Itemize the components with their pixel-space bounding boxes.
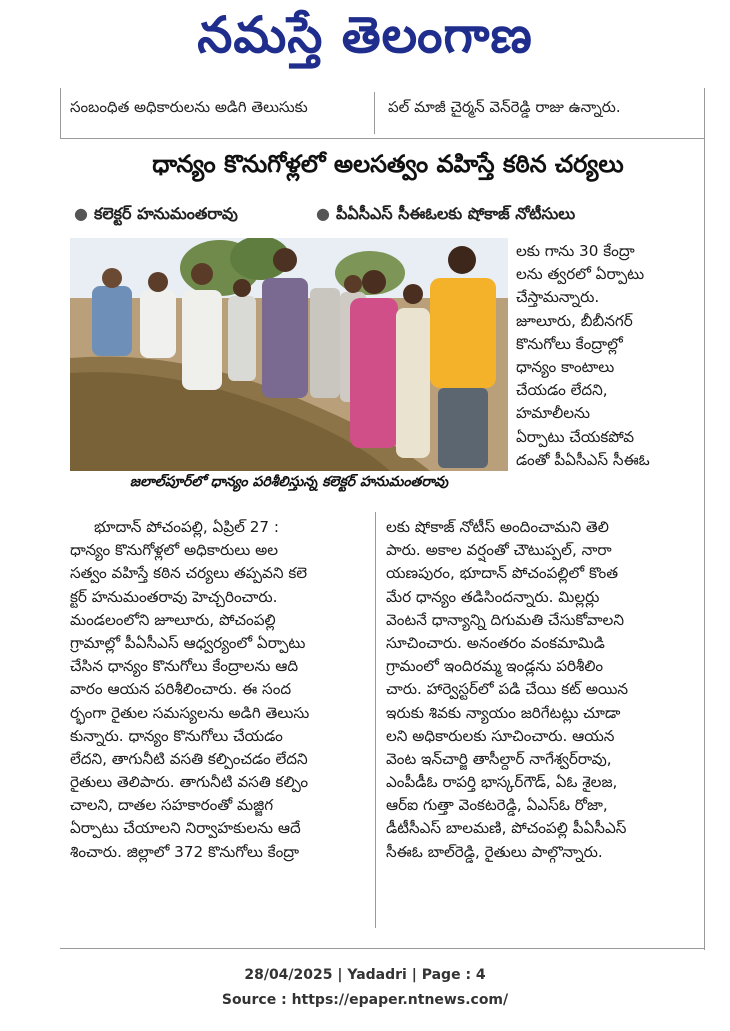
- right-line: సూచించారు. అనంతరం వంకమామిడి: [386, 633, 605, 652]
- bottom-border-rule: [60, 948, 704, 949]
- masthead-logo: నమస్తే తెలంగాణ: [197, 6, 533, 64]
- side-line: లకు గాను 30 కేంద్రా: [516, 242, 635, 260]
- side-line: చేయడం లేదని,: [516, 381, 608, 400]
- subhead-showcause-text: పీఏసీఎస్ సీఈఓలకు షోకాజ్ నోటీసులు: [335, 204, 576, 223]
- side-line: ఏర్పాటు చేయకపోవ: [516, 427, 635, 446]
- side-line: జూలూరు, బీబీనగర్: [516, 311, 633, 330]
- right-line: సీఈఓ బాల్‌రెడ్డి, రైతులు పాల్గొన్నారు.: [386, 842, 603, 861]
- left-line: కున్నారు. ధాన్యం కొనుగోలు చేయడం: [70, 726, 283, 745]
- photo-illustration: [70, 238, 508, 471]
- top-snippet-left: సంబంధిత అధికారులను అడిగి తెలుసుకు: [70, 98, 308, 116]
- side-line: కొనుగోలు కేంద్రాల్లో: [516, 334, 623, 353]
- left-line: రైతులు తెలిపారు. తాగునీటి వసతి కల్పిం: [70, 773, 309, 792]
- right-line: ఇరుకు శివకు న్యాయం జరిగేటట్లు చూడా: [386, 703, 621, 722]
- left-line: క్టర్ హనుమంతరావు హెచ్చరించారు.: [70, 587, 278, 606]
- left-line: సత్వం వహిస్తే కఠిన చర్యలు తప్పవని కలె: [70, 564, 308, 583]
- right-line: చారు. హార్వెస్టర్‌లో పడి చేయి కట్ అయిన: [386, 680, 629, 699]
- side-line: లను త్వరలో ఏర్పాటు: [516, 265, 645, 284]
- right-line: లకు షోకాజ్ నోటీస్ అందించామని తెలి: [386, 518, 609, 536]
- footer-date-line: 28/04/2025 | Yadadri | Page : 4: [244, 967, 486, 983]
- right-line: ఎంపీడీఓ రాపర్తి భాస్కర్‌గౌడ్, ఏఓ శైలజ,: [386, 773, 618, 792]
- right-line: డీటీసీఎస్ బాలమణి, పోచంపల్లి పీఏసీఎస్: [386, 819, 627, 838]
- subhead-collector: [74, 204, 238, 227]
- top-divider-rule: [374, 92, 375, 134]
- right-line: లని అధికారులకు సూచించారు. ఆయన: [386, 726, 615, 745]
- side-line: చేస్తామన్నారు.: [516, 288, 600, 307]
- right-line: వెంటనే ధాన్యాన్ని దిగుమతి చేసుకోవాలని: [386, 610, 624, 629]
- left-line: ఏర్పాటు చేయాలని నిర్వాహకులను ఆదే: [70, 819, 301, 838]
- left-line: శించారు. జిల్లాలో 372 కొనుగోలు కేంద్రా: [70, 842, 300, 861]
- frame-right-rule: [704, 88, 705, 950]
- left-line: మండలంలోని జూలూరు, పోచంపల్లి: [70, 610, 276, 629]
- left-line: భూదాన్ పోచంపల్లి, ఏప్రిల్ 27 :: [94, 518, 280, 536]
- side-line: హమాలీలను: [516, 404, 590, 423]
- photo-caption: జలాల్‌పూర్‌లో ధాన్యం పరిశీలిస్తున్న కలెక్టర్ హనుమంతరావు: [129, 474, 449, 490]
- right-line: వెంట ఇన్‌చార్జి తాసీల్దార్ నాగేశ్వర్‌రావు,: [386, 749, 612, 768]
- subhead-collector-text: కలెక్టర్ హనుమంతరావు: [93, 204, 238, 223]
- left-line: ర్భంగా రైతుల సమస్యలను అడిగి తెలుసు: [70, 703, 310, 722]
- right-line: గ్రామంలో ఇందిరమ్మ ఇండ్లను పరిశీలిం: [386, 657, 604, 676]
- bullet-icon: ●: [316, 204, 330, 223]
- frame-left-rule: [60, 88, 61, 138]
- side-column: [516, 240, 704, 472]
- article-headline: ధాన్యం కొనుగోళ్లలో అలసత్వం వహిస్తే కఠిన చర్యలు: [152, 150, 624, 178]
- column-divider-rule: [375, 512, 376, 928]
- side-line: డంతో పీఏసీఎస్ సీఈఓ: [516, 450, 650, 469]
- right-line: ఆర్ఐ గుత్తా వెంకటరెడ్డి, ఏఎస్ఓ రోజా,: [386, 796, 608, 815]
- article-photo: [70, 238, 508, 471]
- footer-source-link[interactable]: Source : https://epaper.ntnews.com/: [221, 992, 509, 1008]
- bullet-icon: ●: [74, 204, 88, 223]
- left-line: చాలని, దాతల సహకారంతో మజ్జిగ: [70, 796, 274, 815]
- top-border-rule: [60, 138, 704, 139]
- left-line: చేసిన ధాన్యం కొనుగోలు కేంద్రాలను ఆది: [70, 657, 299, 676]
- side-line: ధాన్యం కాంటాలు: [516, 357, 615, 376]
- right-column: [386, 516, 702, 864]
- subhead-showcause: [316, 204, 575, 227]
- left-line: గ్రామాల్లో పీఏసీఎస్ ఆధ్వర్యంలో ఏర్పాటు: [70, 633, 306, 652]
- right-line: పారు. అకాల వర్షంతో చౌటుప్పల్, నారా: [386, 541, 612, 560]
- left-line: ధాన్యం కొనుగోళ్లలో అధికారులు అల: [70, 541, 279, 560]
- left-column: [70, 516, 370, 864]
- right-line: యణపురం, భూదాన్ పోచంపల్లిలో కొంత: [386, 564, 619, 583]
- right-line: మేర ధాన్యం తడిసిందన్నారు. మిల్లర్లు: [386, 587, 600, 606]
- left-line: లేదని, తాగునీటి వసతి కల్పించడం లేదని: [70, 749, 308, 768]
- top-snippet-right: పల్ మాజీ చైర్మన్ వెన్‌రెడ్డి రాజు ఉన్నారు.: [388, 98, 621, 116]
- left-line: వారం ఆయన పరిశీలించారు. ఈ సంద: [70, 680, 292, 699]
